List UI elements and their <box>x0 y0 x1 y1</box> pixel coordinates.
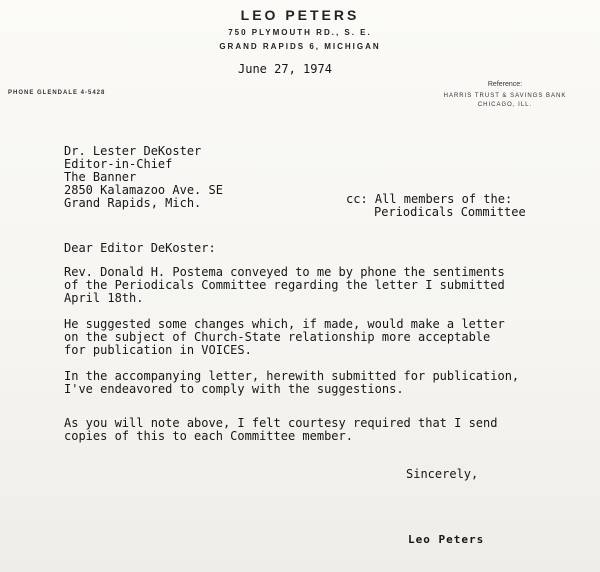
recipient-line-2: Editor-in-Chief <box>64 157 173 171</box>
paragraph-3-line-2: I've endeavored to comply with the suggestions. <box>64 382 404 396</box>
paragraph-3-line-1: In the accompanying letter, herewith submitted for publication, <box>64 369 520 383</box>
reference-label: Reference: <box>487 81 523 88</box>
paragraph-2-line-2: on the subject of Church-State relationship more acceptable <box>64 330 491 344</box>
recipient-line-3: The Banner <box>64 170 137 184</box>
letterhead-address-line1: 750 PLYMOUTH RD., S. E. <box>228 28 372 37</box>
paragraph-4-line-2: copies of this to each Committee member. <box>64 429 353 443</box>
salutation: Dear Editor DeKoster: <box>64 241 216 255</box>
recipient-line-4: 2850 Kalamazoo Ave. SE <box>64 183 223 197</box>
reference-bank: HARRIS TRUST & SAVINGS BANK <box>443 93 567 99</box>
recipient-line-1: Dr. Lester DeKoster <box>64 144 202 158</box>
paragraph-1-line-1: Rev. Donald H. Postema conveyed to me by phone the sentiments <box>64 265 505 279</box>
paragraph-1-line-3: April 18th. <box>64 291 144 305</box>
closing: Sincerely, <box>406 467 479 481</box>
cc-line-2: Periodicals Committee <box>374 205 526 219</box>
paragraph-2-line-1: He suggested some changes which, if made, would make a letter <box>64 317 505 331</box>
paragraph-4-line-1: As you will note above, I felt courtesy required that I send <box>64 416 498 430</box>
letterhead-name: LEO PETERS <box>240 7 360 23</box>
signature: Leo Peters <box>408 533 485 546</box>
paragraph-2-line-3: for publication in VOICES. <box>64 343 252 357</box>
recipient-line-5: Grand Rapids, Mich. <box>64 196 202 210</box>
cc-line-1: cc: All members of the: <box>346 192 513 206</box>
letterhead-address-line2: GRAND RAPIDS 6, MICHIGAN <box>219 42 381 51</box>
reference-city: CHICAGO, ILL. <box>477 102 533 108</box>
letterhead-phone: PHONE GLENDALE 4-5428 <box>8 90 106 96</box>
letter-date: June 27, 1974 <box>238 62 332 76</box>
paragraph-1-line-2: of the Periodicals Committee regarding the letter I submitted <box>64 278 505 292</box>
